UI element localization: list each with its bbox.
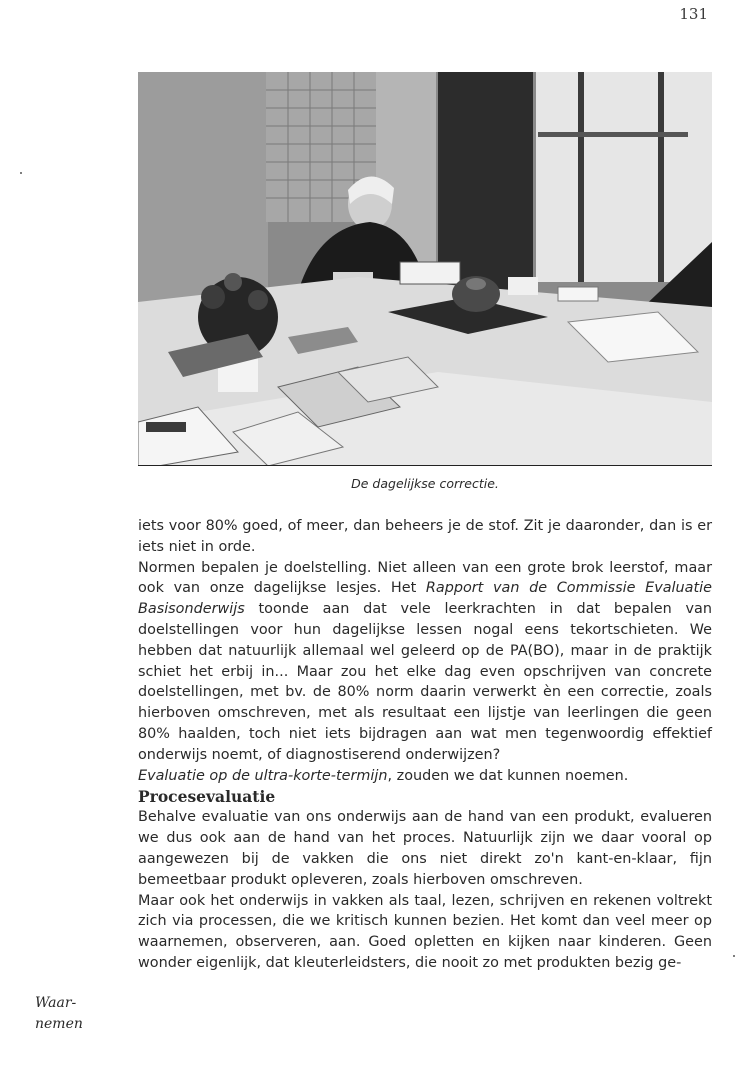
report-title: Rapport van de Commissie Evaluatie Basisonderwijs bbox=[138, 580, 712, 618]
ultra-short-term-phrase: Evaluatie op de ultra-korte-termijn bbox=[138, 767, 388, 784]
paragraph-2-start: Normen bepalen je doelstelling. Niet alleen van een grote brok leerstof, maar ook van onze dagelijkse lesjes. Het bbox=[138, 559, 712, 597]
figure-photo bbox=[138, 72, 712, 466]
speck-mark bbox=[20, 172, 22, 174]
paragraph-5: Maar ook het onderwijs in vakken als taal, lezen, schrijven en rekenen voltrekt zich via processen, die we kritisch kunnen bezien. Het komt dan veel meer op waarnemen, observeren, aan. Goed opletten en kijken naar kinderen. Geen wonder eigenlijk, dat kleuterleidsters, die nooit zo met produkten bezig ge- bbox=[138, 892, 712, 971]
paragraph-2-end: toonde aan dat vele leerkrachten in dat bepalen van doelstellingen voor hun dagelijkse lessen nogal eens tekortschieten. We hebben dat natuurlijk allemaal wel geleerd op de PA(BO), maar in de praktijk schiet het erbij in... Maar zou het elke dag even opschrijven van concrete doelstellingen, met bv. de 80% norm daarin verwerkt èn een correctie, zoals hierboven omschreven, met als resultaat een lijstje van leerlingen die geen 80% haalden, toch niet iets bijdragen aan wat men tegenwoordig effektief onderwijs noemt, of diagnostiserend onderwijzen? bbox=[138, 601, 712, 763]
paragraph-3 bbox=[138, 766, 712, 787]
figure-caption: De dagelijkse correctie. bbox=[351, 476, 499, 491]
section-heading: Procesevaluatie bbox=[138, 787, 276, 807]
paragraph-3-end: , zouden we dat kunnen noemen. bbox=[387, 767, 629, 784]
page-number: 131 bbox=[679, 5, 708, 23]
body-text bbox=[138, 516, 712, 974]
margin-note-line-2: nemen bbox=[35, 1016, 83, 1032]
margin-note bbox=[35, 993, 115, 1035]
paragraph-2 bbox=[138, 558, 712, 766]
paragraph-4: Behalve evaluatie van ons onderwijs aan de hand van een produkt, evalueren we dus ook aan de hand van het proces. Natuurlijk zijn we daar vooral op aangewezen bij de vakken die ons niet direkt zo'n kant-en-klaar, fijn bemeetbaar produkt opleveren, zoals hierboven omschreven. bbox=[138, 809, 712, 888]
speck-mark bbox=[733, 955, 735, 957]
margin-note-line-1: Waar- bbox=[35, 995, 77, 1011]
paragraph-1: iets voor 80% goed, of meer, dan beheers je de stof. Zit je daaronder, dan is er iets niet in orde. bbox=[138, 518, 712, 555]
classroom-photo bbox=[138, 72, 712, 466]
